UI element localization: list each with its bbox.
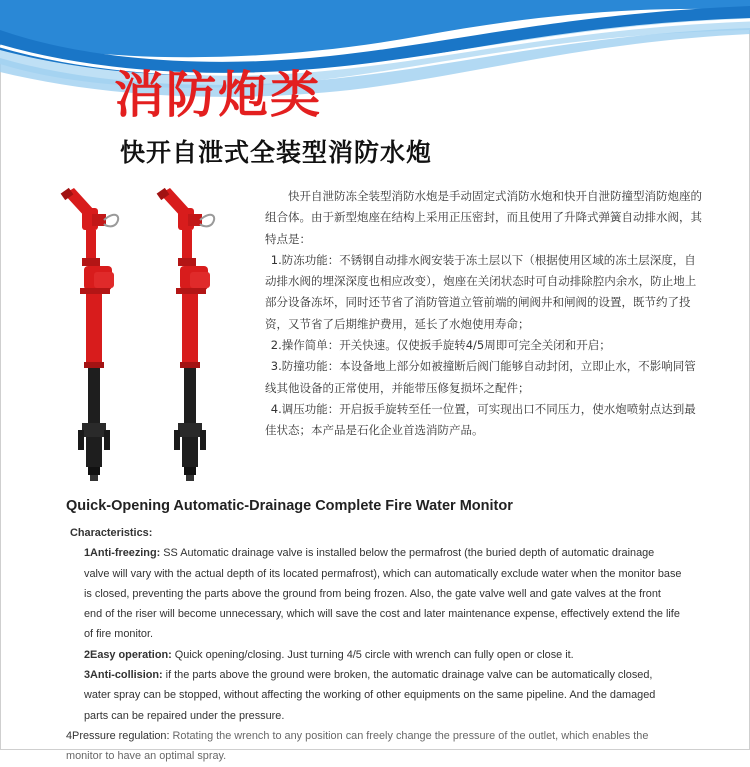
cn-description — [265, 186, 705, 442]
fire-water-monitor-icon — [61, 188, 119, 481]
en-feature-4-key: 4Pressure regulation: — [66, 729, 170, 742]
en-feature-3 — [66, 665, 682, 726]
fire-water-monitor-icon — [157, 188, 215, 481]
cn-feature-1: 1.防冻功能：不锈钢自动排水阀安装于冻土层以下（根据使用区域的冻土层深度，自动排水阀的埋深深度也相应改变），炮座在关闭状态时可自动排除腔内余水，防止地上部分设备冻坏，同时还节省了消防管道立管前端的闸阀井和闸阀的设置，既节约了投资，又节省了后期维护费用，延长了水炮使用寿命； — [265, 252, 697, 331]
product-name: 快开自泄式全装型消防水炮 — [120, 138, 433, 167]
en-feature-1-text: SS Automatic drainage valve is installed below the permafrost (the buried depth of automatic drainage valve will vary with the actual depth of its located permafrost), which can automatically exclude water when the monitor base is closed, preventing the parts above the ground from being frozen. Also, the gate valve well and gate valves at the front end of the riser will become unnecessary, which will save the cost and later maintenance expense, effectively extend the life of fire monitor. — [84, 547, 682, 641]
cn-feature-4: 4.调压功能：开启扳手旋转至任一位置，可实现出口不同压力，使水炮喷射点达到最佳状态；本产品是石化企业首选消防产品。 — [265, 401, 696, 438]
en-feature-2-text: Quick opening/closing. Just turning 4/5 circle with wrench can fully open or close it. — [171, 648, 574, 661]
en-title: Quick-Opening Automatic-Drainage Complete Fire Water Monitor — [66, 498, 513, 514]
en-feature-3-key: 3Anti-collision: — [84, 669, 163, 682]
en-feature-4 — [66, 726, 682, 767]
en-feature-4-text: Rotating the wrench to any position can freely change the pressure of the outlet, which enables the monitor to have an optimal spray. — [66, 729, 649, 763]
en-feature-2-key: 2Easy operation: — [84, 648, 172, 661]
wave-banner — [0, 0, 750, 110]
en-feature-3-text: if the parts above the ground were broken, the automatic drainage valve can be automatically closed, water spray can be stopped, without affecting the working of other equipments on the same pipeline. And the damaged parts can be repaired under the pressure. — [84, 669, 656, 722]
en-description — [66, 523, 682, 767]
page-title: 消防炮类 — [114, 66, 322, 124]
en-feature-1-key: 1Anti-freezing: — [84, 547, 161, 560]
cn-feature-3: 3.防撞功能：本设备地上部分如被撞断后阀门能够自动封闭，立即止水，不影响同管线其他设备的正常使用，并能带压修复损坏之配件； — [265, 359, 696, 395]
characteristics-heading: Characteristics: — [70, 527, 153, 539]
cn-intro: 快开自泄防冻全装型消防水炮是手动固定式消防水炮和快开自泄防撞型消防炮座的组合体。由于新型炮座在结构上采用正压密封，而且使用了升降式弹簧自动排水阀，其特点是： — [265, 189, 702, 246]
product-photo — [60, 180, 260, 485]
en-feature-2 — [66, 645, 682, 665]
en-feature-1 — [66, 543, 682, 644]
cn-feature-2: 2.操作简单：开关快速。仅使扳手旋转4/5周即可完全关闭和开启； — [270, 338, 611, 353]
